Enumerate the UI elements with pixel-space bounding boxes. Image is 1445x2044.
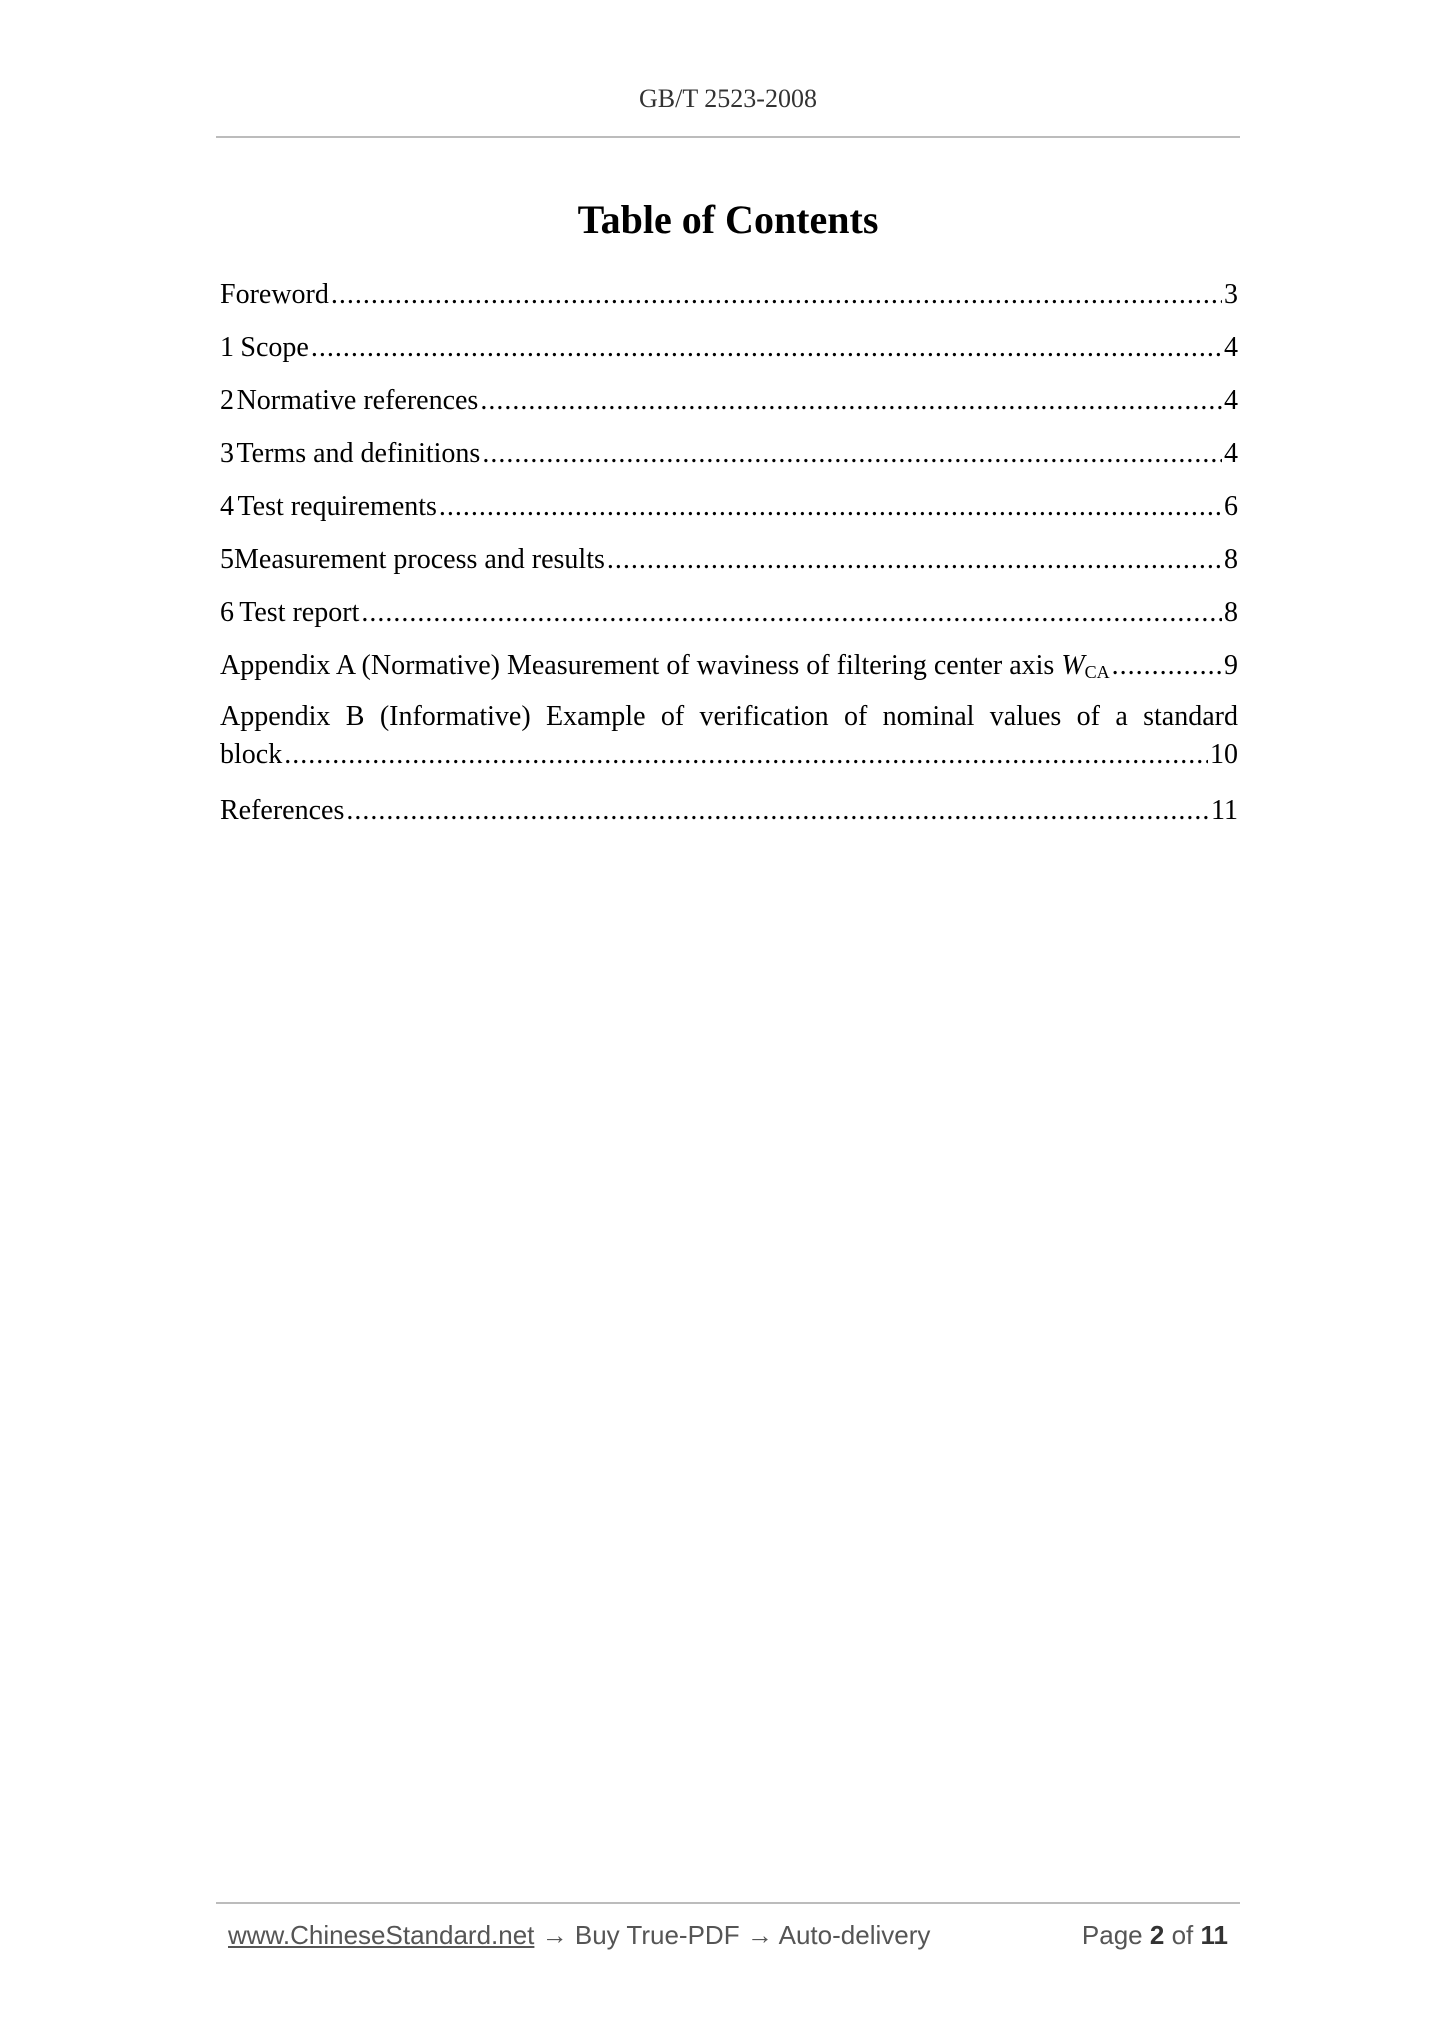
toc-entry-measurement-process[interactable]: [220, 533, 1238, 586]
toc-entry-label: Measurement process and results: [234, 544, 605, 575]
toc-dot-leader: [284, 736, 1208, 774]
toc-entry-page: 3: [1224, 279, 1238, 310]
page-word: Page: [1081, 1920, 1143, 1950]
running-header: GB/T 2523-2008: [639, 84, 817, 113]
toc-entry-page: 4: [1224, 438, 1238, 469]
header-divider: [216, 136, 1240, 138]
toc-entry-label: Scope: [240, 332, 309, 363]
toc-entry-page: 4: [1224, 332, 1238, 363]
toc-title: Table of Contents: [577, 197, 879, 242]
site-link[interactable]: www.ChineseStandard.net: [228, 1920, 535, 1950]
auto-delivery-text: Auto-delivery: [778, 1920, 931, 1950]
toc-dot-leader: [482, 427, 1222, 480]
toc-entry-label: References: [220, 795, 345, 826]
toc-entry-page: 4: [1224, 385, 1238, 416]
toc-entry-label-line1: Appendix B (Informative) Example of verification of nominal values of a standard: [220, 701, 1238, 732]
toc-entry-symbol: W: [1061, 650, 1085, 681]
toc-entry-page: 6: [1224, 491, 1238, 522]
toc-entry-label: [220, 639, 1110, 692]
toc-entry-number: 5: [220, 544, 234, 575]
toc-entry-number: 2: [220, 385, 234, 416]
toc-entry-appendix-a[interactable]: [220, 639, 1238, 692]
toc-dot-leader: [331, 268, 1222, 321]
toc-entry-foreword[interactable]: [220, 268, 1238, 321]
toc-entry-page: 9: [1224, 650, 1238, 681]
toc-entry-page: 8: [1223, 597, 1238, 628]
toc-entry-references[interactable]: [220, 784, 1238, 837]
toc-entry-number: 1: [220, 332, 234, 363]
toc-entry-terms-and-definitions[interactable]: [220, 427, 1238, 480]
buy-true-pdf-text: Buy True-PDF: [574, 1920, 740, 1950]
toc-entry-label: Test report: [239, 597, 360, 628]
toc-entry-label: Terms and definitions: [236, 438, 481, 469]
of-word: of: [1171, 1920, 1194, 1950]
arrow-icon: →: [541, 1920, 568, 1950]
toc-entry-number: 3: [220, 438, 234, 469]
toc-dot-leader: [1112, 639, 1222, 692]
page-total: 11: [1200, 1920, 1228, 1950]
page-footer: [228, 1920, 1228, 1951]
toc-dot-leader: [311, 321, 1222, 374]
table-of-contents: [220, 268, 1238, 837]
toc-entry-label: Foreword: [220, 279, 329, 310]
toc-entry-page: 8: [1224, 544, 1238, 575]
toc-entry-normative-references[interactable]: [220, 374, 1238, 427]
toc-entry-label-line2: block: [220, 739, 283, 770]
footer-divider: [216, 1902, 1240, 1904]
toc-dot-leader: [361, 586, 1222, 639]
toc-dot-leader: [607, 533, 1222, 586]
page-current: 2: [1149, 1920, 1165, 1950]
toc-entry-symbol-subscript: CA: [1084, 662, 1110, 682]
toc-entry-label-text: Appendix A (Normative) Measurement of waviness of filtering center axis: [220, 650, 1062, 681]
arrow-icon: →: [746, 1920, 773, 1950]
toc-entry-appendix-b[interactable]: [220, 692, 1238, 784]
toc-entry-number: 4: [220, 491, 234, 522]
toc-entry-page: 11: [1211, 795, 1238, 826]
page-indicator: [1082, 1920, 1228, 1951]
toc-entry-test-report[interactable]: [220, 586, 1238, 639]
toc-entry-scope[interactable]: [220, 321, 1238, 374]
toc-dot-leader: [480, 374, 1222, 427]
toc-dot-leader: [346, 784, 1209, 837]
toc-entry-page: 10: [1210, 739, 1238, 770]
toc-entry-label: Normative references: [236, 385, 479, 416]
toc-entry-test-requirements[interactable]: [220, 480, 1238, 533]
toc-dot-leader: [439, 480, 1222, 533]
toc-entry-number: 6: [220, 597, 234, 628]
toc-entry-label: Test requirements: [237, 491, 437, 522]
